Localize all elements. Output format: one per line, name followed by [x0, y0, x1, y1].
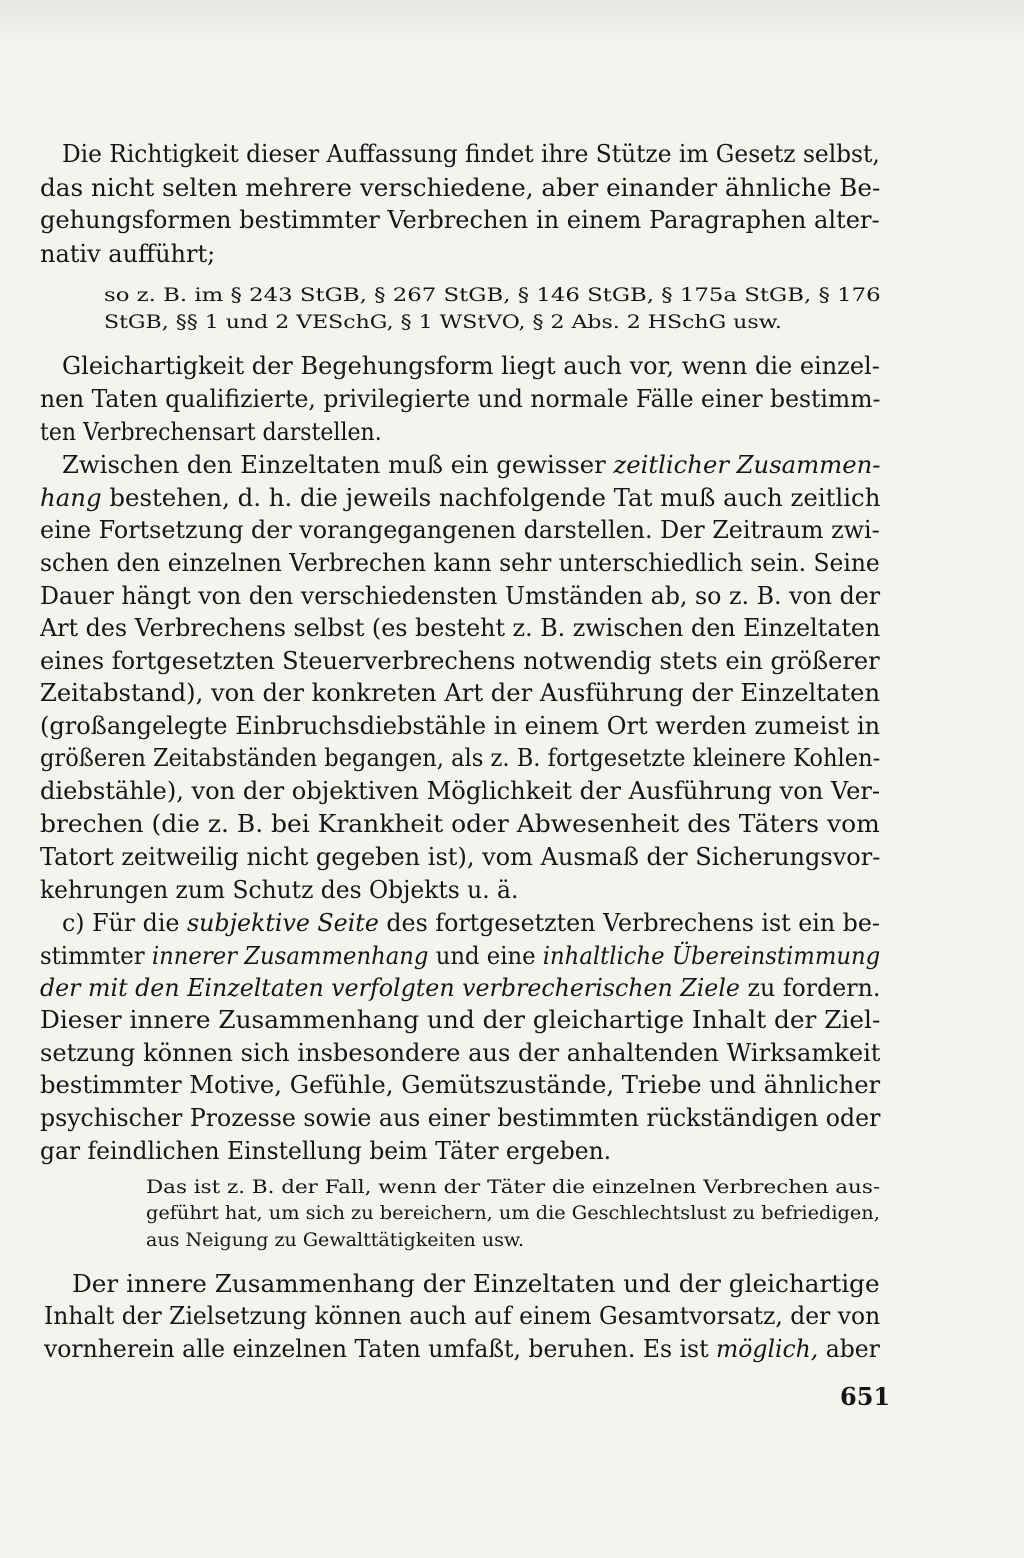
italic-text-span: hang	[40, 484, 102, 512]
text-span: Der innere Zusammenhang der Einzeltaten und der gleichartige	[72, 1270, 880, 1298]
text-line	[40, 843, 880, 871]
text-line	[62, 909, 880, 937]
text-line	[40, 1039, 880, 1067]
text-line	[40, 974, 880, 1002]
text-span: brechen (die z. B. bei Krankheit oder Abwesenheit des Täters vom	[40, 810, 880, 838]
text-span: Die Richtigkeit dieser Auffassung findet ihre Stütze im Gesetz selbst,	[62, 140, 880, 168]
italic-text-span: inhaltliche Übereinstimmung	[542, 942, 881, 970]
text-span: Art des Verbrechens selbst (es besteht z. B. zwischen den Einzeltaten	[40, 614, 881, 642]
text-span: gar feindlichen Einstellung beim Täter ergeben.	[40, 1137, 612, 1165]
text-span: das nicht selten mehrere verschiedene, aber einander ähnliche Be-	[40, 174, 881, 202]
text-span: vornherein alle einzelnen Taten umfaßt, beruhen. Es ist	[44, 1335, 716, 1363]
italic-text-span: zeitlicher Zusammen-	[613, 451, 881, 479]
text-line	[146, 1229, 524, 1251]
text-line	[40, 810, 880, 838]
text-span: StGB, §§ 1 und 2 VESchG, § 1 WStVO, § 2 Abs. 2 HSchG usw.	[104, 311, 782, 333]
text-line	[40, 647, 880, 675]
text-span: kehrungen zum Schutz des Objekts u. ä.	[40, 876, 519, 904]
text-line	[62, 140, 880, 168]
text-span: zu fordern.	[739, 974, 881, 1002]
text-span: stimmter	[40, 942, 152, 970]
text-span: eines fortgesetzten Steuerverbrechens notwendig stets ein größerer	[40, 647, 880, 675]
text-span: Inhalt der Zielsetzung können auch auf einem Gesamtvorsatz, der von	[44, 1302, 881, 1330]
italic-text-span: innerer Zusammenhang	[151, 942, 429, 970]
text-span: ten Verbrechensart darstellen.	[40, 418, 382, 446]
text-span: psychischer Prozesse sowie aus einer bestimmten rückständigen oder	[40, 1104, 881, 1132]
text-span: bestimmter Motive, Gefühle, Gemütszustände, Triebe und ähnlicher	[40, 1071, 881, 1099]
text-span: Tatort zeitweilig nicht gegeben ist), vom Ausmaß der Sicherungsvor-	[40, 843, 881, 871]
text-span: Dauer hängt von den verschiedensten Umständen ab, so z. B. von der	[40, 582, 881, 610]
text-line	[40, 1104, 880, 1132]
text-line	[40, 549, 880, 577]
text-line	[40, 679, 880, 707]
text-span: Gleichartigkeit der Begehungsform liegt auch vor, wenn die einzel-	[62, 352, 880, 380]
text-line	[40, 516, 880, 544]
text-span: (großangelegte Einbruchsdiebstähle in einem Ort werden zumeist in	[40, 712, 881, 740]
text-span: setzung können sich insbesondere aus der anhaltenden Wirksamkeit	[40, 1039, 881, 1067]
text-line	[104, 284, 881, 306]
text-line	[104, 311, 782, 333]
text-line	[40, 418, 382, 446]
italic-text-span: möglich,	[715, 1335, 819, 1363]
text-span: bestehen, d. h. die jeweils nachfolgende Tat muß auch zeitlich	[101, 484, 881, 512]
text-line	[40, 942, 880, 970]
text-span: gehungsformen bestimmter Verbrechen in einem Paragraphen alter-	[40, 206, 880, 234]
text-span: Dieser innere Zusammenhang und der gleichartige Inhalt der Ziel-	[40, 1006, 881, 1034]
text-line	[40, 712, 880, 740]
text-line	[62, 352, 880, 380]
text-line	[40, 582, 880, 610]
text-line	[40, 1071, 880, 1099]
text-line	[40, 206, 880, 234]
italic-text-span: subjektive Seite	[186, 909, 379, 937]
text-span: c) Für die	[62, 909, 187, 937]
text-line	[44, 1302, 880, 1330]
text-span: Zeitabstand), von der konkreten Art der Ausführung der Einzeltaten	[40, 679, 881, 707]
text-span: nativ aufführt;	[40, 240, 216, 268]
text-span: des fortgesetzten Verbrechens ist ein be-	[378, 909, 880, 937]
text-span: diebstähle), von der objektiven Möglichkeit der Ausführung von Ver-	[40, 777, 881, 805]
text-line	[40, 385, 880, 413]
text-line	[40, 744, 880, 772]
text-span: und eine	[428, 942, 543, 970]
text-span: nen Taten qualifizierte, privilegierte und normale Fälle einer bestimm-	[40, 385, 881, 413]
text-line	[40, 240, 215, 268]
text-span: größeren Zeitabständen begangen, als z. B. fortgesetzte kleinere Kohlen-	[40, 744, 881, 772]
text-span: so z. B. im § 243 StGB, § 267 StGB, § 146 StGB, § 175a StGB, § 176	[104, 284, 881, 306]
page-top-edge	[0, 0, 1024, 40]
text-span: Zwischen den Einzeltaten muß ein gewisser	[62, 451, 614, 479]
text-span: aus Neigung zu Gewalttätigkeiten usw.	[146, 1229, 525, 1251]
text-line	[72, 1270, 880, 1298]
text-line	[44, 1335, 880, 1363]
text-span: aber	[818, 1335, 880, 1363]
italic-text-span: der mit den Einzeltaten verfolgten verbrecherischen Ziele	[40, 974, 740, 1002]
text-span: eine Fortsetzung der vorangegangenen darstellen. Der Zeitraum zwi-	[40, 516, 880, 544]
text-span: schen den einzelnen Verbrechen kann sehr unterschiedlich sein. Seine	[40, 549, 880, 577]
text-line	[62, 451, 880, 479]
text-span: geführt hat, um sich zu bereichern, um die Geschlechtslust zu befriedigen,	[146, 1202, 880, 1224]
text-line	[40, 174, 880, 202]
page-number: 651	[840, 1382, 891, 1411]
text-line	[40, 777, 880, 805]
text-line	[40, 876, 518, 904]
text-line	[40, 1006, 880, 1034]
text-line	[146, 1202, 880, 1224]
text-line	[40, 484, 880, 512]
text-span: Das ist z. B. der Fall, wenn der Täter die einzelnen Verbrechen aus-	[146, 1176, 881, 1198]
text-line	[40, 614, 880, 642]
text-line	[146, 1176, 880, 1198]
text-line	[40, 1137, 611, 1165]
